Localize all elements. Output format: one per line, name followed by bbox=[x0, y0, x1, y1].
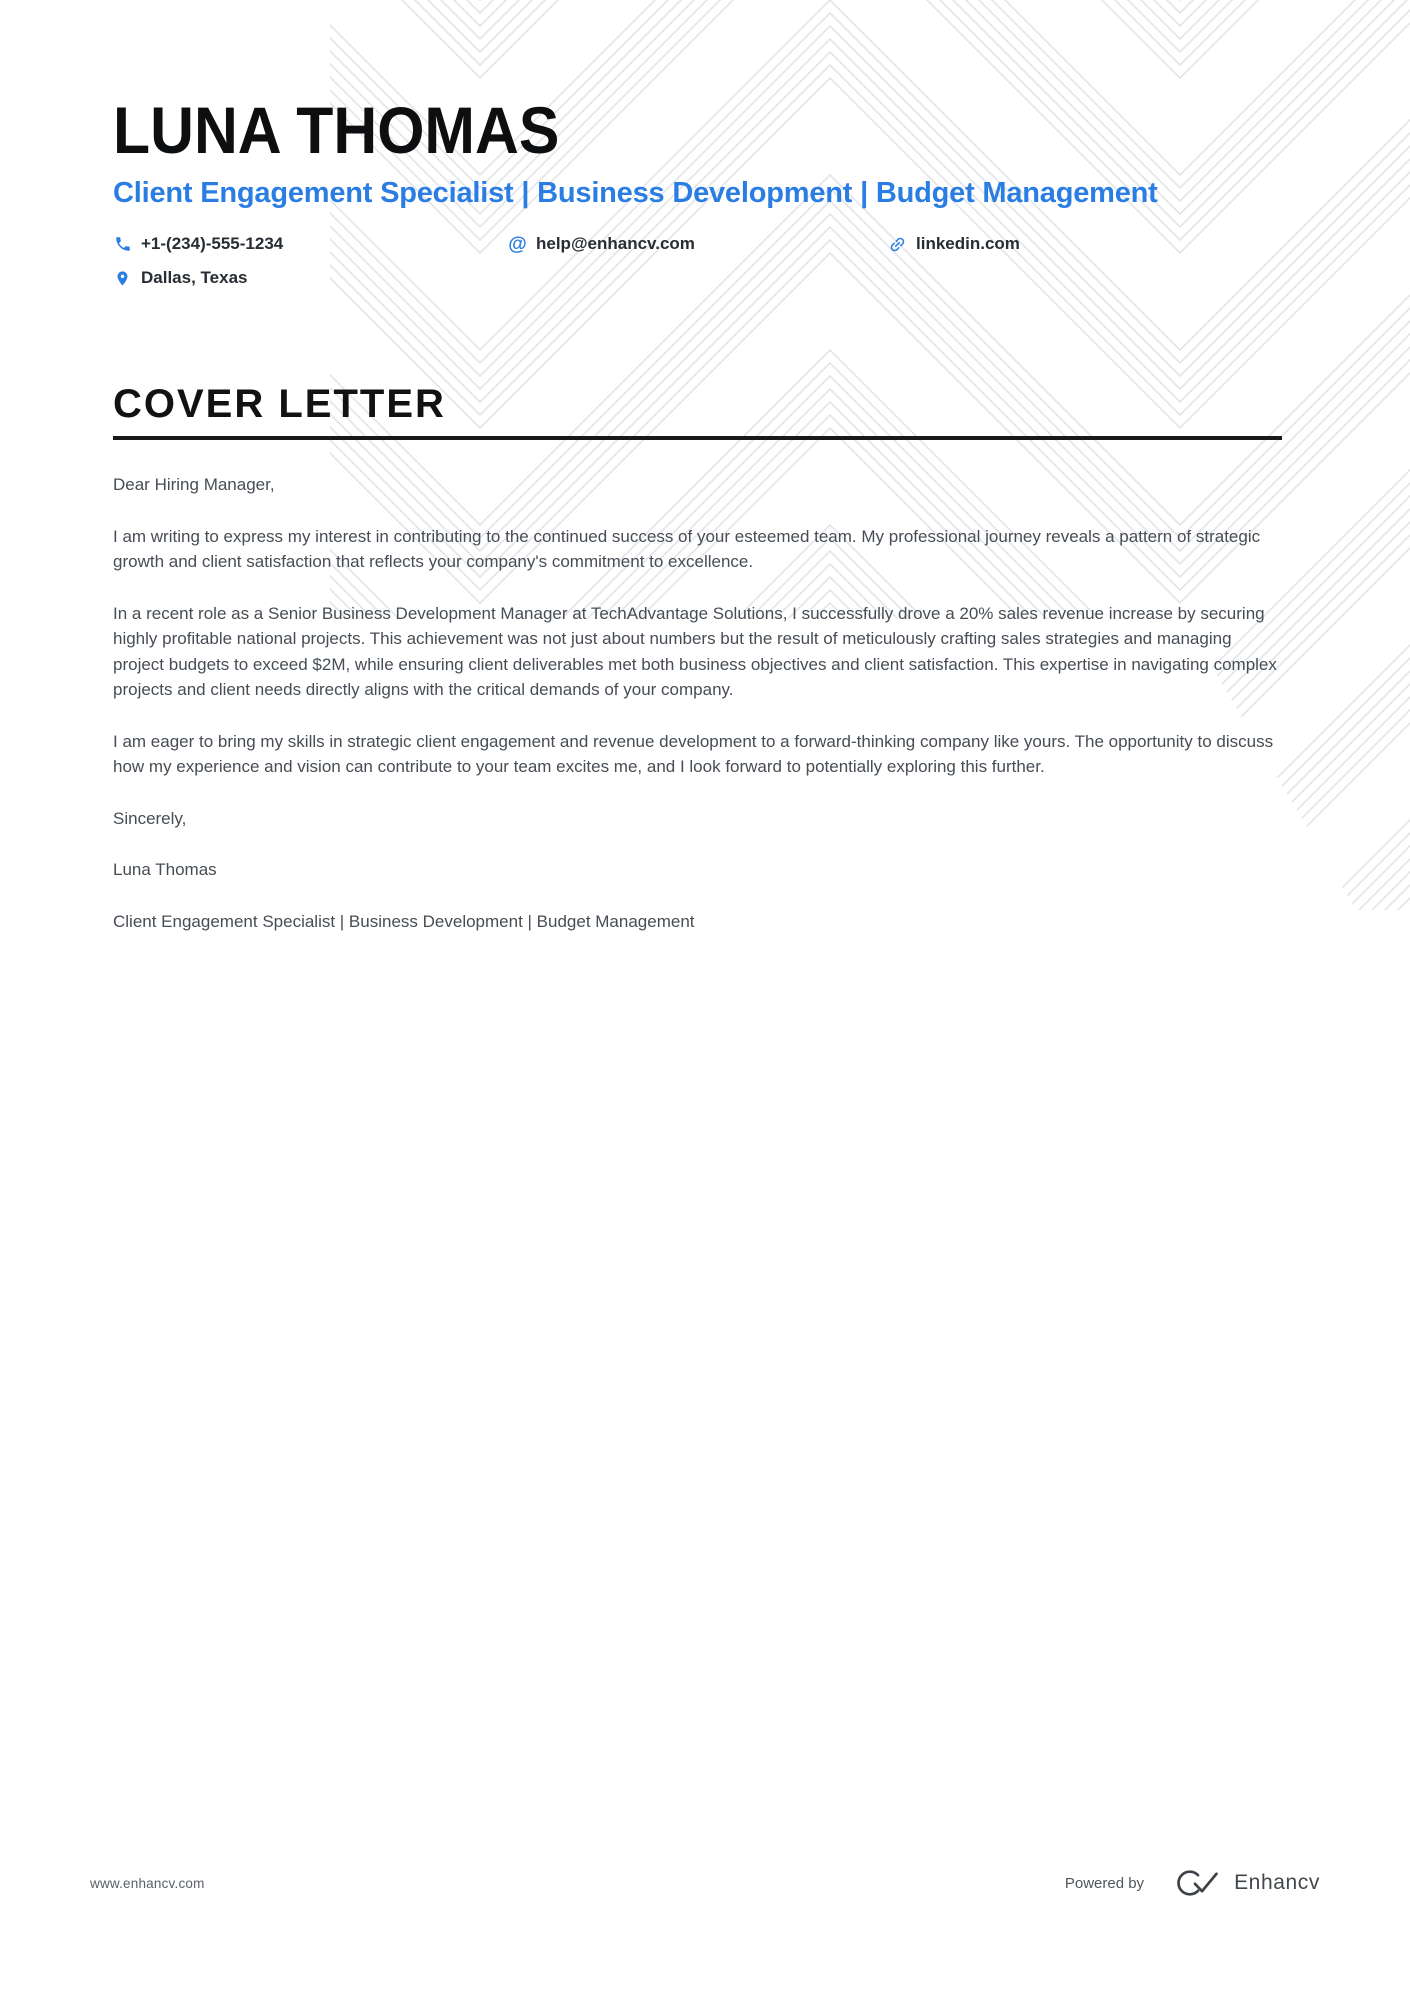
candidate-job-title: Client Engagement Specialist | Business Development | Budget Management bbox=[113, 177, 1158, 210]
letter-paragraph-1: I am writing to express my interest in contributing to the continued success of your esteemed team. My professional journey reveals a pattern of strategic growth and client satisfaction that reflects your company's commitment to excellence. bbox=[113, 526, 1261, 572]
at-icon: @ bbox=[508, 233, 527, 255]
letter-signature-name: Luna Thomas bbox=[113, 860, 217, 880]
contact-phone-text: +1-(234)-555-1234 bbox=[141, 234, 284, 254]
brand-name-text: Enhancv bbox=[1234, 1871, 1320, 1894]
contact-info bbox=[113, 234, 1282, 302]
contact-email[interactable] bbox=[508, 234, 888, 254]
contact-linkedin[interactable] bbox=[888, 234, 1282, 254]
contact-location bbox=[113, 268, 1282, 288]
letter-greeting: Dear Hiring Manager, bbox=[113, 475, 275, 495]
letter-paragraph-3: I am eager to bring my skills in strategic client engagement and revenue development to a forward-thinking company like yours. The opportunity to discuss how my experience and vision can contribute to your team excites me, and I look forward to potentially exploring this further. bbox=[113, 731, 1274, 777]
powered-by-label: Powered by bbox=[1064, 1874, 1145, 1892]
candidate-name: LUNA THOMAS bbox=[113, 93, 560, 167]
letter-body bbox=[113, 472, 1282, 934]
footer-website-link[interactable]: www.enhancv.com bbox=[90, 1875, 205, 1891]
page-footer bbox=[0, 1868, 1410, 1898]
letter-paragraph-2: In a recent role as a Senior Business Development Manager at TechAdvantage Solutions, I successfully drove a 20% sales revenue increase by securing highly profitable national projects. This achievement was not just about numbers but the result of meticulously crafting sales strategies and managing project budgets to exceed $2M, while ensuring client deliverables met both business objectives and client satisfaction. This expertise in navigating complex projects and client needs directly aligns with the critical demands of your company. bbox=[113, 603, 1277, 700]
phone-icon bbox=[113, 235, 132, 254]
letter-signature-title: Client Engagement Specialist | Business Development | Budget Management bbox=[113, 911, 695, 931]
contact-location-text: Dallas, Texas bbox=[141, 268, 248, 288]
location-pin-icon bbox=[113, 269, 132, 288]
section-heading-cover-letter: COVER LETTER bbox=[113, 384, 1282, 440]
contact-phone[interactable] bbox=[113, 234, 508, 254]
footer-branding[interactable] bbox=[1065, 1868, 1320, 1898]
link-icon bbox=[888, 235, 907, 254]
letter-closing: Sincerely, bbox=[113, 808, 187, 828]
contact-email-text: help@enhancv.com bbox=[536, 234, 695, 254]
enhancv-logo bbox=[1168, 1868, 1220, 1898]
contact-linkedin-text: linkedin.com bbox=[916, 234, 1020, 254]
